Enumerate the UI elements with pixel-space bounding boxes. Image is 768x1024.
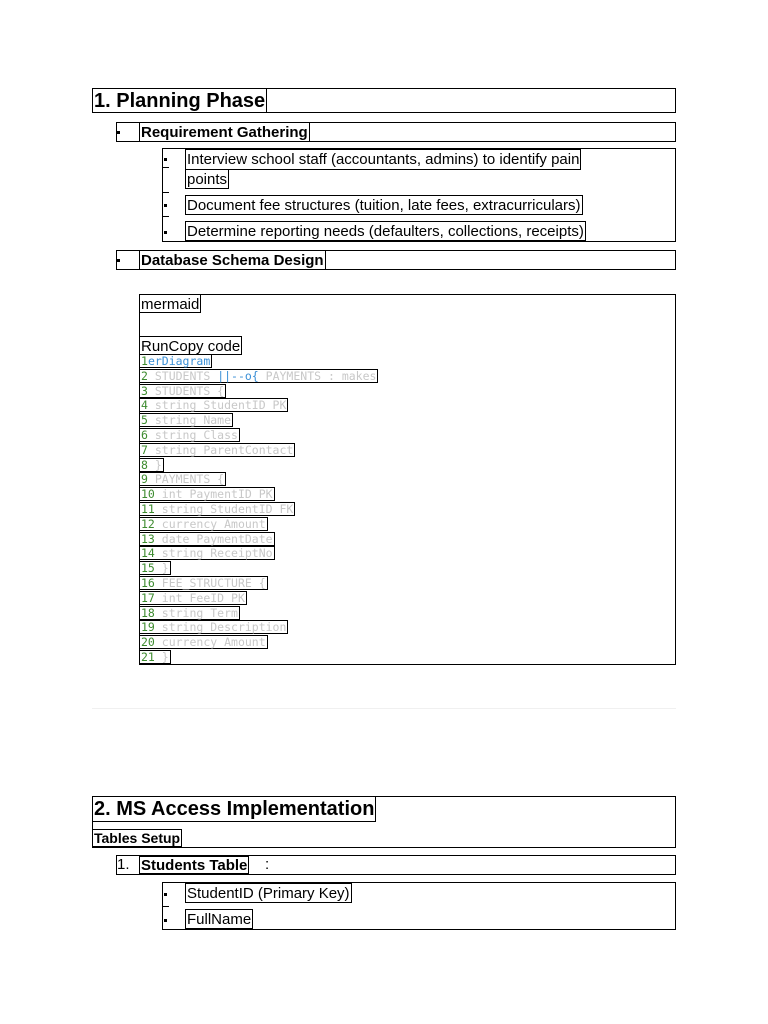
code-line [139,472,226,486]
code-text: PAYMENTS : makes [258,368,377,383]
planning-heading: 1. Planning Phase [94,90,266,112]
code-line [139,428,240,442]
code-text: date PaymentDate [154,531,273,546]
line-number: 2 [141,368,148,383]
students-table-title: Students Table [141,857,248,874]
code-line [139,502,295,516]
code-line [139,650,171,664]
list-marker-dash [163,192,169,193]
line-number: 10 [141,487,155,502]
students-table-colon: : [265,856,270,873]
code-text: string ReceiptNo [154,546,273,561]
line-number: 4 [141,398,148,413]
students-table-number: 1. [117,856,130,873]
access-heading: 2. MS Access Implementation [94,798,375,820]
code-line [139,576,268,590]
list-marker-dash [163,167,169,168]
section-divider [92,708,676,709]
code-text: int FeeID PK [154,590,245,605]
line-number: 14 [141,546,155,561]
bullet-icon [164,893,167,896]
code-text: STUDENTS [147,368,218,383]
requirement-item-3: Determine reporting needs (defaulters, collections, receipts) [187,223,584,240]
code-text: PAYMENTS { [147,472,225,487]
line-number: 19 [141,620,155,635]
list-marker-dash [163,216,169,217]
students-field-1: StudentID (Primary Key) [187,885,350,902]
line-number: 7 [141,442,148,457]
code-text: STUDENTS { [147,383,225,398]
bullet-icon [117,259,120,262]
line-number: 11 [141,502,155,516]
line-number: 5 [141,413,148,428]
code-line [139,413,233,427]
code-line [139,517,268,531]
bullet-icon [164,158,167,161]
code-line [139,561,171,575]
code-line [139,487,275,501]
line-number: 3 [141,383,148,398]
line-number: 21 [141,650,155,664]
bullet-icon [164,919,167,922]
line-number: 8 [141,457,148,472]
code-line [139,458,164,472]
line-number: 1 [141,354,148,368]
code-line [139,620,288,634]
relationship-token: ||--o{ [217,368,259,383]
requirement-title: Requirement Gathering [141,124,308,141]
code-text: } [154,650,169,664]
requirement-item-1: Interview school staff (accountants, admins) to identify pain [187,151,580,168]
bullet-icon [164,204,167,207]
run-copy-code-button[interactable]: RunCopy code [141,338,241,355]
code-line [139,398,288,412]
code-text: currency Amount [154,516,266,531]
requirement-item-1-cont: points [187,171,228,188]
code-text: } [147,457,162,472]
code-text: erDiagram [147,354,211,368]
line-number: 9 [141,472,148,487]
code-text: string ParentContact [147,442,294,457]
line-number: 17 [141,590,155,605]
requirement-item-2: Document fee structures (tuition, late fees, extracurriculars) [187,197,581,214]
students-field-2: FullName [187,911,252,928]
code-text: string Description [154,620,287,635]
line-number: 6 [141,428,148,442]
code-line [139,546,275,560]
code-text: string Term [154,605,238,620]
code-line [139,354,212,368]
line-number: 20 [141,635,155,650]
code-line [139,635,268,649]
code-text: string Name [147,413,232,428]
list-marker-dash [163,906,169,907]
code-line [139,606,240,620]
line-number: 12 [141,516,155,531]
code-line [139,532,275,546]
code-language-label: mermaid [141,296,200,313]
schema-title: Database Schema Design [141,252,324,269]
tables-setup-subheading: Tables Setup [94,830,181,846]
code-text: string StudentID FK [154,502,294,516]
code-line [139,443,295,457]
code-line [139,384,226,398]
code-text: string Class [147,428,238,442]
code-line [139,369,378,383]
code-text: string StudentID PK [147,398,287,413]
bullet-icon [164,231,167,234]
line-number: 16 [141,576,155,590]
code-line [139,591,247,605]
code-text: int PaymentID PK [154,487,273,502]
line-number: 15 [141,561,155,576]
line-number: 13 [141,531,155,546]
code-text: } [154,561,169,576]
code-text: currency Amount [154,635,266,650]
line-number: 18 [141,605,155,620]
code-text: FEE_STRUCTURE { [154,576,266,590]
bullet-icon [117,131,120,134]
